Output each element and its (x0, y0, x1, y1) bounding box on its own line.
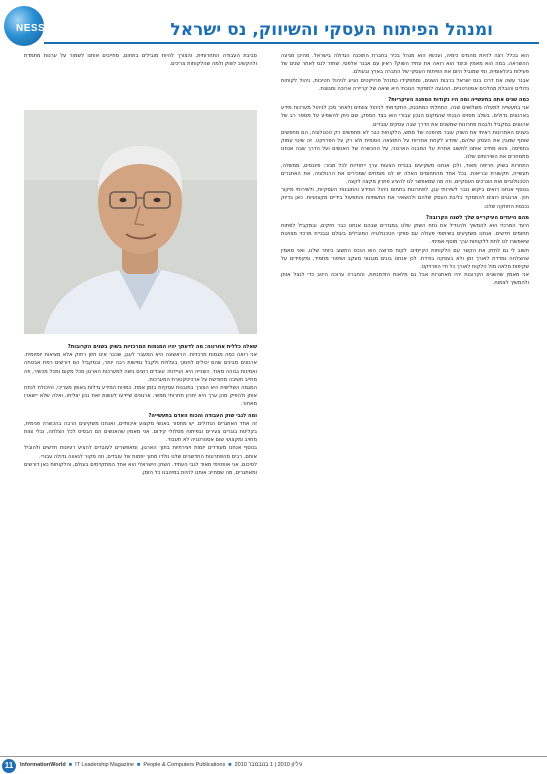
body-paragraph: אני רואה כמה מגמות מרכזיות. הראשונה היא המעבר לענן, שכבר אינו חזון רחוק אלא מציאות יומיומית. ארגונים מבינים שהם יכולים לחסוך בעלויות ולקבל גמישות רבה יותר, ובמקביל הם דורשים רמת אבטחה ואמינות גבוהה מאוד. השנייה היא הניידות: עובדים רוצים גישה למערכות הארגון מכל מקום ומכל מכשיר, וזה מחייב חשיבה מחודשת על ארכיטקטורת המערכות. (24, 352, 257, 383)
portrait-photo (24, 110, 257, 334)
body-paragraph: לסיכום, אני אופטימי מאוד לגבי העתיד. השוק הישראלי הוא אחד המתקדמים בעולם, והלקוחות כאן דורשים ומאתגרים, מה שמחייב אותנו להיות במיטבנו כל הזמן. (24, 461, 257, 477)
interview-question: שאלה כללית אחרונה: מה לדעתך יהיו המגמות המרכזיות בשוק בשנים הקרובות? (67, 344, 257, 350)
interview-question: מהם היעדים העיקריים שלך לשנה הקרובה? (426, 214, 529, 221)
header-rule (44, 42, 539, 44)
body-paragraph: בשנים האחרונות ראיתי את השוק עובר מהפכה של ממש. הלקוחות כבר לא מחפשים רק טכנולוגיה, הם מחפשים שותף שמבין את העסק שלהם, שיודע לקחת אחריות על התוצאה הסופית ולא רק על הפרויקט. זה שינוי עמוק בתפיסה, והוא מחייב אותנו לחשוב אחרת על המבנה הארגוני, על ההכשרה של האנשים ועל הדרך שבה אנחנו מתמחרים את השירותים שלנו. (281, 129, 529, 161)
footer-rule (0, 756, 547, 757)
body-paragraph: בנוסף אנחנו רואים ביקוש גובר לשירותי ענן, לפתרונות בתחום ניהול המידע והתובנות העסקיות, ולשירותי מיקור חוץ. ארגונים רוצים להתמקד בליבת העסק שלהם ולהשאיר את התשתיות והתפעול בידיים מקצועיות. כאן בדיוק נכנסת החוזקה שלנו. (281, 187, 529, 210)
footer-item: People & Computers Publications (143, 762, 226, 768)
body-paragraph: אני בתעשייה למעלה משלושים שנה. התחלתי כמתכנת, התקדמתי לניהול צוותים ולאחר מכן לניהול מערכות מידע בארגונים גדולים. בשלב מסוים הבנתי שהמקום הנכון עבורי הוא בצד הספק, שם ניתן להשפיע על מספר רב של ארגונים במקביל ולבנות פתרונות שמשנים את הדרך שבה עסקים עובדים. (281, 105, 529, 128)
portrait-illustration (24, 110, 257, 334)
footer-item: גיליון 2010 | 1 בנובמבר 2010 (234, 762, 303, 768)
left-column-bottom (24, 340, 257, 744)
body-paragraph: הוא בכלל רצה להיות מהנדס כימיה, ועכשיו הוא מנהל בכיר בחברת התוכנה הגדולה בישראל. מהיכן מגיעה ההשראה, במה הוא מאמין וכיצד הוא רואה את עתיד השוק? ראיון עם אבנר אלפסי, שחזר לנס לאחר שנים של פעילות בינלאומית, ומי שמוביל היום את הפיתוח העסקי של החברה בארץ ובעולם. (281, 53, 529, 76)
interview-question: ומה לגבי שוק העבודה והכוח האדם בתעשייה? (148, 412, 257, 419)
body-paragraph: המגמה השלישית היא הצורך בתובנות עסקיות בזמן אמת. כמויות המידע גדלות באופן מעריכי, והיכולת לנתח אותן ולהפיק מהן ערך היא יתרון תחרותי ממשי. ארגונים שיידעו לעשות זאת נכון יצליחו, ואלה שלא יישארו מאחור. (24, 385, 257, 408)
page-headline: ומנהל הפיתוח העסקי והשיווק, נס ישראל (170, 20, 493, 40)
ness-logo (4, 6, 44, 46)
body-paragraph: התחרות בשוק חריפה מאוד, ולכן אנחנו משקיעים בבניית הצעות ערך ייחודיות לכל מגזר: פיננסים, ממשלה, תעשייה, תקשורת ובריאות. בכל אחד מהתחומים האלה יש לנו מומחים שמכירים את הרגולציה, את האתגרים הטכנולוגיים ואת הצרכים העסקיים, וזה מה שמאפשר לנו להציע פתרון מקצה לקצה. (281, 162, 529, 186)
body-paragraph: בנוסף אנחנו מעודדים יזמות ויצירתיות בתוך הארגון, ומאפשרים לעובדים להציע רעיונות חדשים ולהוביל אותם. רבים מהפתרונות החדשניים שלנו נולדו מתוך יוזמות של עובדים, וזה מקור לגאווה גדולה עבורי. (24, 445, 257, 460)
logo-text: NESS (16, 23, 46, 34)
right-column (281, 52, 529, 742)
page-footer (0, 754, 547, 774)
body-paragraph: זה אחד האתגרים הגדולים. יש מחסור באנשי מקצוע איכותיים, ואנחנו משקיעים הרבה בהכשרה פנימית, בקליטת בוגרים צעירים ובפיתוח מסלולי קידום. אני מאמין שהאנשים הם הבסיס לכל הצלחה, ובלי צוות מחויב ומקצועי שום אסטרטגיה לא תעבוד. (24, 420, 257, 444)
footer-item: InformationWorld (20, 762, 66, 768)
body-paragraph: חשוב לי גם לחזק את הקשר עם הלקוחות הקיימים. לקוח מרוצה הוא הנכס החשוב ביותר שלנו, ואני מאמין שהצלחה נמדדת לאורך זמן ולא בעסקה בודדת. לכן אנחנו בונים מנגנוני מעקב ושיפור מתמיד, ומקפידים על שקיפות מלאה מול הלקוח לאורך כל חיי הפרויקט. (281, 247, 529, 271)
body-paragraph: סביבת העבודה התחרותית, והצורך להיות מובילים בתחום, מחייבים אותנו לשמור על ערנות מתמדת ולהקשיב לשוק ולמה שהלקוחות צריכים. (24, 53, 257, 68)
footer-credits: InformationWorld ■ IT Leadership Magazine ■ People & Computers Publications ■ גיליון 2010 | 1 בנובמבר 2010 (20, 762, 303, 768)
page-number: 11 (2, 759, 16, 773)
body-paragraph: אבנר עשה את דרכו בנס ישראל ברבות השנים, ומתפקידו כמנהל פרויקטים הגיע לניהול חטיבות, ניהול לקוחות גדולים והובלת מהלכים אסטרטגיים. ההגעה לתפקיד הנוכחי היא שיאה של קריירה ארוכה ומגוונת. (281, 77, 529, 92)
page-header (0, 0, 547, 46)
footer-item: IT Leadership Magazine (75, 762, 134, 768)
left-column-top (24, 52, 257, 116)
body-paragraph: אני מאמין שהשנים הקרובות יהיו מאתגרות אבל גם מלאות הזדמנויות, והחברה ערוכה היטב כדי לנצל אותן ולהמשיך לצמוח. (281, 272, 529, 287)
body-paragraph: היעד המרכזי הוא להמשיך ולהגדיל את נתח השוק שלנו במגזרים שבהם אנחנו כבר חזקים, ובמקביל לפתוח תחומים חדשים. אנחנו משקיעים בשיתופי פעולה עם ספקי הטכנולוגיה המובילים בעולם ובבניית מרכזי מצוינות שיאפשרו לנו לתת ללקוחות ערך מוסף אמיתי. (281, 223, 529, 246)
interview-question: כמה שנים אתה בתעשייה ומה היו נקודות המפנה העיקריות? (388, 97, 529, 104)
